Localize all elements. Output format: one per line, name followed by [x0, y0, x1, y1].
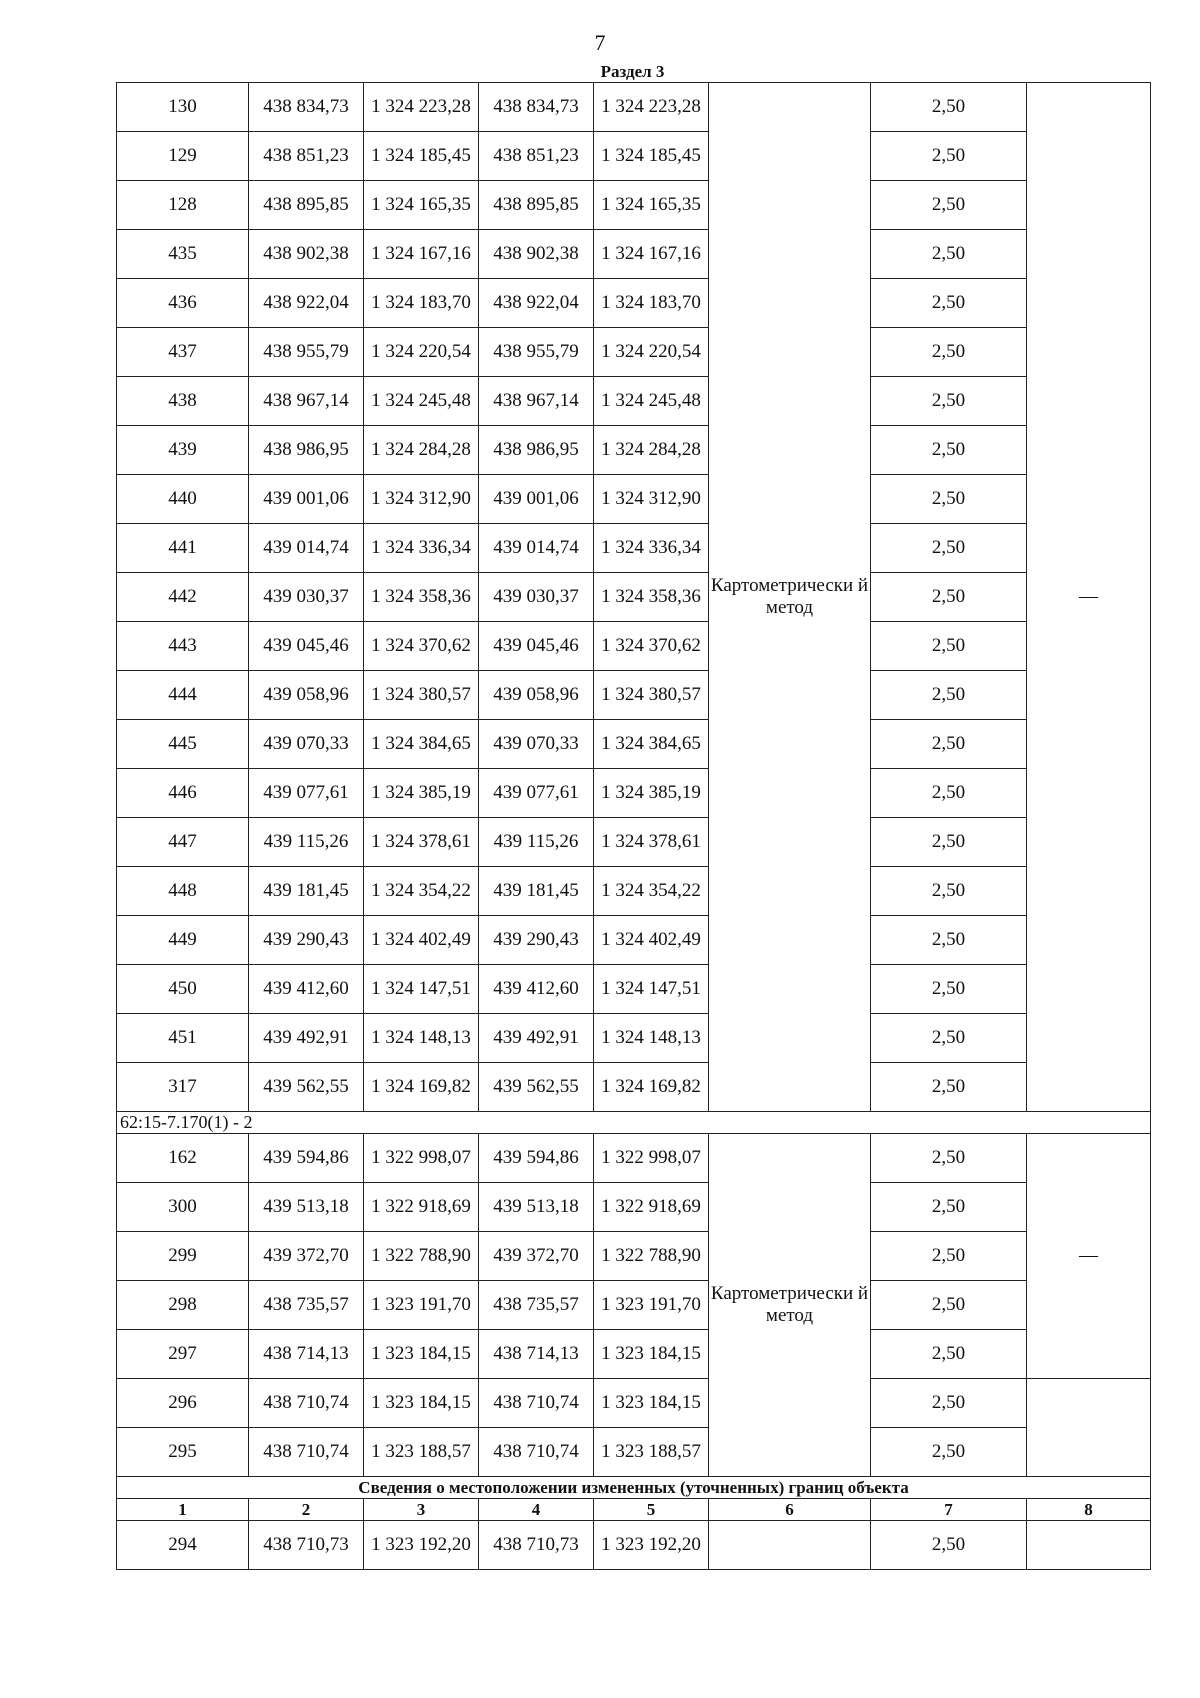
method-cell: Картометрически й метод — [709, 83, 871, 1112]
x-existing: 439 014,74 — [249, 524, 364, 573]
page-number: 7 — [594, 30, 606, 55]
y-new: 1 324 223,28 — [594, 83, 709, 132]
method-cell: Картометрически й метод — [709, 1134, 871, 1477]
table-row — [117, 965, 1151, 1014]
accuracy: 2,50 — [871, 573, 1027, 622]
x-existing: 438 714,13 — [249, 1330, 364, 1379]
y-new: 1 323 192,20 — [594, 1521, 709, 1570]
point-number: 162 — [117, 1134, 249, 1183]
x-new: 439 181,45 — [479, 867, 594, 916]
point-number: 317 — [117, 1063, 249, 1112]
x-existing: 439 594,86 — [249, 1134, 364, 1183]
column-number: 2 — [249, 1499, 364, 1521]
x-existing: 439 513,18 — [249, 1183, 364, 1232]
y-existing: 1 324 336,34 — [364, 524, 479, 573]
y-new: 1 324 336,34 — [594, 524, 709, 573]
y-existing: 1 323 184,15 — [364, 1379, 479, 1428]
y-new: 1 324 312,90 — [594, 475, 709, 524]
y-existing: 1 324 370,62 — [364, 622, 479, 671]
point-number: 300 — [117, 1183, 249, 1232]
point-number: 445 — [117, 720, 249, 769]
x-new: 438 735,57 — [479, 1281, 594, 1330]
x-new: 438 922,04 — [479, 279, 594, 328]
accuracy: 2,50 — [871, 1232, 1027, 1281]
y-existing: 1 323 184,15 — [364, 1330, 479, 1379]
y-existing: 1 322 918,69 — [364, 1183, 479, 1232]
point-number: 297 — [117, 1330, 249, 1379]
column-number: 1 — [117, 1499, 249, 1521]
x-existing: 439 181,45 — [249, 867, 364, 916]
accuracy: 2,50 — [871, 1183, 1027, 1232]
point-number: 129 — [117, 132, 249, 181]
y-new: 1 324 185,45 — [594, 132, 709, 181]
accuracy: 2,50 — [871, 328, 1027, 377]
y-new: 1 324 384,65 — [594, 720, 709, 769]
y-new: 1 324 370,62 — [594, 622, 709, 671]
table-row — [117, 1232, 1151, 1281]
accuracy: 2,50 — [871, 1063, 1027, 1112]
y-new: 1 322 788,90 — [594, 1232, 709, 1281]
column-number: 3 — [364, 1499, 479, 1521]
table-row — [117, 426, 1151, 475]
x-new: 439 492,91 — [479, 1014, 594, 1063]
x-existing: 438 710,74 — [249, 1428, 364, 1477]
x-existing: 439 070,33 — [249, 720, 364, 769]
point-number: 436 — [117, 279, 249, 328]
y-new: 1 324 169,82 — [594, 1063, 709, 1112]
x-new: 439 412,60 — [479, 965, 594, 1014]
x-existing: 438 955,79 — [249, 328, 364, 377]
accuracy: 2,50 — [871, 622, 1027, 671]
point-number: 440 — [117, 475, 249, 524]
x-new: 438 902,38 — [479, 230, 594, 279]
table-row — [117, 1183, 1151, 1232]
x-new: 439 070,33 — [479, 720, 594, 769]
table-row — [117, 1428, 1151, 1477]
x-existing: 438 922,04 — [249, 279, 364, 328]
point-number: 294 — [117, 1521, 249, 1570]
y-existing: 1 324 402,49 — [364, 916, 479, 965]
section-title: Раздел 3 — [600, 62, 665, 81]
accuracy: 2,50 — [871, 279, 1027, 328]
accuracy: 2,50 — [871, 720, 1027, 769]
accuracy: 2,50 — [871, 524, 1027, 573]
y-existing: 1 324 380,57 — [364, 671, 479, 720]
point-number: 446 — [117, 769, 249, 818]
y-new: 1 324 378,61 — [594, 818, 709, 867]
x-new: 439 077,61 — [479, 769, 594, 818]
point-number: 437 — [117, 328, 249, 377]
y-new: 1 324 165,35 — [594, 181, 709, 230]
table-row — [117, 573, 1151, 622]
y-existing: 1 324 165,35 — [364, 181, 479, 230]
y-existing: 1 324 358,36 — [364, 573, 479, 622]
table-row — [117, 328, 1151, 377]
y-existing: 1 324 385,19 — [364, 769, 479, 818]
y-new: 1 324 220,54 — [594, 328, 709, 377]
accuracy: 2,50 — [871, 426, 1027, 475]
x-existing: 439 372,70 — [249, 1232, 364, 1281]
x-existing: 439 077,61 — [249, 769, 364, 818]
point-number: 443 — [117, 622, 249, 671]
table-row — [117, 769, 1151, 818]
description-cell-empty — [1027, 1379, 1151, 1477]
y-new: 1 324 245,48 — [594, 377, 709, 426]
x-existing: 439 001,06 — [249, 475, 364, 524]
y-existing: 1 324 185,45 — [364, 132, 479, 181]
y-new: 1 324 148,13 — [594, 1014, 709, 1063]
y-new: 1 324 380,57 — [594, 671, 709, 720]
y-existing: 1 324 312,90 — [364, 475, 479, 524]
subsection-label: 62:15-7.170(1) - 2 — [117, 1112, 1151, 1134]
x-existing: 439 412,60 — [249, 965, 364, 1014]
changed-boundaries-header-row — [117, 1477, 1151, 1499]
accuracy: 2,50 — [871, 181, 1027, 230]
y-new: 1 323 184,15 — [594, 1379, 709, 1428]
y-new: 1 323 188,57 — [594, 1428, 709, 1477]
x-existing: 438 967,14 — [249, 377, 364, 426]
point-number: 441 — [117, 524, 249, 573]
x-new: 439 594,86 — [479, 1134, 594, 1183]
point-number: 299 — [117, 1232, 249, 1281]
y-existing: 1 324 378,61 — [364, 818, 479, 867]
x-new: 438 710,74 — [479, 1428, 594, 1477]
y-existing: 1 324 183,70 — [364, 279, 479, 328]
description-cell-empty — [1027, 1521, 1151, 1570]
table-row — [117, 671, 1151, 720]
table-row — [117, 1521, 1151, 1570]
point-number: 449 — [117, 916, 249, 965]
accuracy: 2,50 — [871, 671, 1027, 720]
table-row — [117, 1379, 1151, 1428]
accuracy: 2,50 — [871, 1521, 1027, 1570]
x-new: 438 895,85 — [479, 181, 594, 230]
x-new: 439 562,55 — [479, 1063, 594, 1112]
coordinates-table — [116, 82, 1151, 1570]
x-existing: 438 834,73 — [249, 83, 364, 132]
table-row — [117, 867, 1151, 916]
x-new: 439 372,70 — [479, 1232, 594, 1281]
y-new: 1 322 918,69 — [594, 1183, 709, 1232]
y-existing: 1 324 148,13 — [364, 1014, 479, 1063]
accuracy: 2,50 — [871, 1379, 1027, 1428]
accuracy: 2,50 — [871, 965, 1027, 1014]
y-existing: 1 322 788,90 — [364, 1232, 479, 1281]
accuracy: 2,50 — [871, 916, 1027, 965]
table-row — [117, 279, 1151, 328]
y-existing: 1 324 284,28 — [364, 426, 479, 475]
y-new: 1 323 191,70 — [594, 1281, 709, 1330]
y-new: 1 324 402,49 — [594, 916, 709, 965]
x-new: 439 014,74 — [479, 524, 594, 573]
accuracy: 2,50 — [871, 1134, 1027, 1183]
column-number: 7 — [871, 1499, 1027, 1521]
x-existing: 438 710,74 — [249, 1379, 364, 1428]
x-new: 439 001,06 — [479, 475, 594, 524]
accuracy: 2,50 — [871, 132, 1027, 181]
accuracy: 2,50 — [871, 83, 1027, 132]
point-number: 442 — [117, 573, 249, 622]
y-existing: 1 324 169,82 — [364, 1063, 479, 1112]
x-new: 438 710,74 — [479, 1379, 594, 1428]
table-row — [117, 377, 1151, 426]
table-row — [117, 475, 1151, 524]
accuracy: 2,50 — [871, 230, 1027, 279]
y-new: 1 322 998,07 — [594, 1134, 709, 1183]
point-number: 438 — [117, 377, 249, 426]
point-number: 295 — [117, 1428, 249, 1477]
table-row — [117, 818, 1151, 867]
y-existing: 1 324 167,16 — [364, 230, 479, 279]
y-existing: 1 323 191,70 — [364, 1281, 479, 1330]
y-existing: 1 324 245,48 — [364, 377, 479, 426]
y-existing: 1 324 220,54 — [364, 328, 479, 377]
accuracy: 2,50 — [871, 1330, 1027, 1379]
y-new: 1 324 284,28 — [594, 426, 709, 475]
table-row — [117, 524, 1151, 573]
y-new: 1 324 167,16 — [594, 230, 709, 279]
point-number: 447 — [117, 818, 249, 867]
accuracy: 2,50 — [871, 867, 1027, 916]
x-existing: 439 030,37 — [249, 573, 364, 622]
point-number: 296 — [117, 1379, 249, 1428]
y-new: 1 324 147,51 — [594, 965, 709, 1014]
x-new: 438 710,73 — [479, 1521, 594, 1570]
point-number: 439 — [117, 426, 249, 475]
x-new: 439 045,46 — [479, 622, 594, 671]
y-existing: 1 323 192,20 — [364, 1521, 479, 1570]
column-number: 6 — [709, 1499, 871, 1521]
y-existing: 1 324 354,22 — [364, 867, 479, 916]
accuracy: 2,50 — [871, 377, 1027, 426]
x-new: 439 290,43 — [479, 916, 594, 965]
table-row — [117, 132, 1151, 181]
accuracy: 2,50 — [871, 1428, 1027, 1477]
table-row — [117, 720, 1151, 769]
x-existing: 439 058,96 — [249, 671, 364, 720]
table-row — [117, 1330, 1151, 1379]
x-existing: 438 851,23 — [249, 132, 364, 181]
changed-boundaries-header: Сведения о местоположении измененных (уточненных) границ объекта — [117, 1477, 1151, 1499]
x-existing: 439 492,91 — [249, 1014, 364, 1063]
accuracy: 2,50 — [871, 769, 1027, 818]
subsection-row — [117, 1112, 1151, 1134]
x-new: 438 714,13 — [479, 1330, 594, 1379]
x-existing: 439 562,55 — [249, 1063, 364, 1112]
point-number: 450 — [117, 965, 249, 1014]
point-number: 451 — [117, 1014, 249, 1063]
x-new: 438 834,73 — [479, 83, 594, 132]
table-row — [117, 1063, 1151, 1112]
x-existing: 439 115,26 — [249, 818, 364, 867]
y-existing: 1 322 998,07 — [364, 1134, 479, 1183]
x-existing: 438 986,95 — [249, 426, 364, 475]
x-new: 439 115,26 — [479, 818, 594, 867]
x-existing: 439 290,43 — [249, 916, 364, 965]
x-existing: 438 735,57 — [249, 1281, 364, 1330]
y-new: 1 324 183,70 — [594, 279, 709, 328]
table-row — [117, 83, 1151, 132]
y-existing: 1 324 147,51 — [364, 965, 479, 1014]
x-existing: 438 902,38 — [249, 230, 364, 279]
x-existing: 439 045,46 — [249, 622, 364, 671]
accuracy: 2,50 — [871, 818, 1027, 867]
y-existing: 1 324 223,28 — [364, 83, 479, 132]
y-new: 1 323 184,15 — [594, 1330, 709, 1379]
x-new: 439 058,96 — [479, 671, 594, 720]
table-row — [117, 1281, 1151, 1330]
accuracy: 2,50 — [871, 475, 1027, 524]
table-row — [117, 1014, 1151, 1063]
table-row — [117, 1134, 1151, 1183]
x-new: 438 955,79 — [479, 328, 594, 377]
table-row — [117, 230, 1151, 279]
point-number: 435 — [117, 230, 249, 279]
x-existing: 438 710,73 — [249, 1521, 364, 1570]
accuracy: 2,50 — [871, 1014, 1027, 1063]
table-row — [117, 916, 1151, 965]
point-number: 298 — [117, 1281, 249, 1330]
point-number: 130 — [117, 83, 249, 132]
table-row — [117, 181, 1151, 230]
description-cell: — — [1027, 1134, 1151, 1379]
x-new: 438 986,95 — [479, 426, 594, 475]
column-number: 4 — [479, 1499, 594, 1521]
method-cell-empty — [709, 1521, 871, 1570]
column-number: 5 — [594, 1499, 709, 1521]
point-number: 448 — [117, 867, 249, 916]
y-existing: 1 323 188,57 — [364, 1428, 479, 1477]
x-new: 439 030,37 — [479, 573, 594, 622]
x-new: 438 851,23 — [479, 132, 594, 181]
x-new: 439 513,18 — [479, 1183, 594, 1232]
description-cell: — — [1027, 83, 1151, 1112]
x-existing: 438 895,85 — [249, 181, 364, 230]
point-number: 444 — [117, 671, 249, 720]
y-new: 1 324 358,36 — [594, 573, 709, 622]
y-new: 1 324 354,22 — [594, 867, 709, 916]
table-row — [117, 622, 1151, 671]
column-numbers-row — [117, 1499, 1151, 1521]
column-number: 8 — [1027, 1499, 1151, 1521]
point-number: 128 — [117, 181, 249, 230]
y-existing: 1 324 384,65 — [364, 720, 479, 769]
accuracy: 2,50 — [871, 1281, 1027, 1330]
x-new: 438 967,14 — [479, 377, 594, 426]
y-new: 1 324 385,19 — [594, 769, 709, 818]
